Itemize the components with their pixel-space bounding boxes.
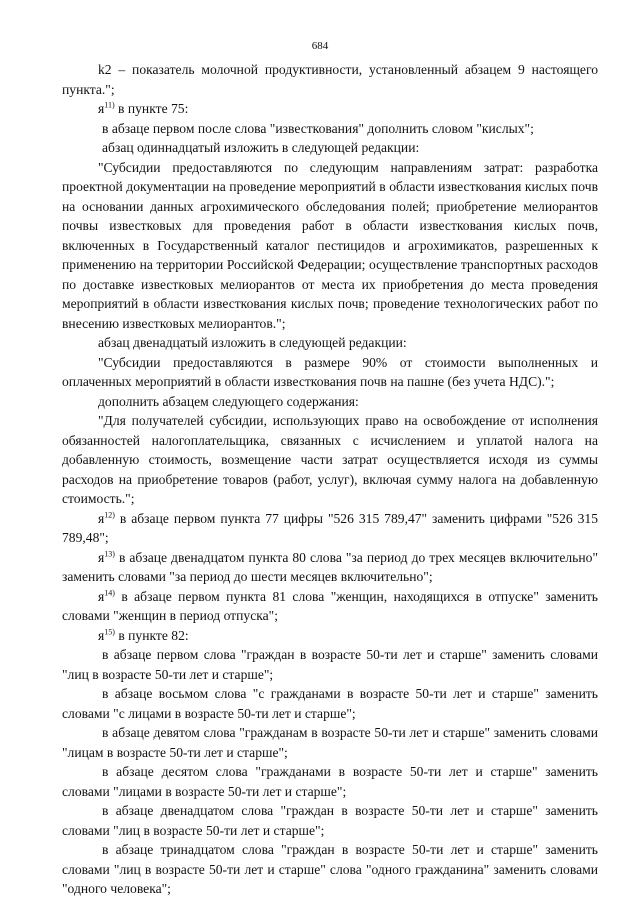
paragraph: дополнить абзацем следующего содержания: — [98, 393, 359, 409]
paragraph: "Субсидии предоставляются в размере 90% от стоимости выполненных и оплаченных мероприятий в области известкования почв на пашне (без учета НДС)."; — [62, 354, 598, 389]
paragraph: в абзаце первом после слова "известкования" дополнить словом "кислых"; — [102, 120, 534, 136]
paragraph: в абзаце восьмом слова "с гражданами в возрасте 50-ти лет и старше" заменить словами "с лицами в возрасте 50-ти лет и старше"; — [62, 686, 598, 721]
paragraph: в абзаце десятом слова "гражданами в возрасте 50-ти лет и старше" заменить словами "лицами в возрасте 50-ти лет и старше"; — [62, 764, 598, 799]
paragraph: $я^{14)}$ в абзаце первом пункта 81 слова "женщин, находящихся в отпуске" заменить словами "женщин в период отпуска"; — [62, 587, 598, 623]
paragraph: в абзаце девятом слова "гражданам в возрасте 50-ти лет и старше" заменить словами "лицам в возрасте 50-ти лет и старше"; — [62, 725, 598, 760]
paragraph: в абзаце тринадцатом слова "граждан в возрасте 50-ти лет и старше" заменить словами "лиц в возрасте 50-ти лет и старше" слова "одного гражданина" заменить словами "одного человека"; — [62, 842, 598, 896]
paragraph: k2 – показатель молочной продуктивности, установленный абзацем 9 настоящего пункта."; — [62, 62, 598, 97]
document-body — [62, 60, 598, 899]
paragraph: $я^{15)}$ в пункте 82: — [98, 626, 189, 643]
paragraph: абзац двенадцатый изложить в следующей редакции: — [98, 335, 407, 350]
paragraph: "Для получателей субсидии, использующих право на освобождение от исполнения обязанностей налогоплательщика, связанных с исчислением и уплатой налога на добавленную стоимость, возмещение части затрат осуществляется исходя из суммы расходов на приобретение товаров (работ, услуг), включая сумму налога на добавленную стоимость."; — [62, 413, 598, 506]
paragraph: $я^{12)}$ в абзаце первом пункта 77 цифры "526 315 789,47" заменить цифрами "526 315 789,48"; — [62, 509, 598, 545]
paragraph: $я^{13)}$ в абзаце двенадцатом пункта 80 слова "за период до трех месяцев включительно" заменить словами "за период до шести месяцев включительно"; — [62, 548, 598, 584]
paragraph: в абзаце первом слова "граждан в возрасте 50-ти лет и старше" заменить словами "лиц в возрасте 50-ти лет и старше"; — [62, 647, 598, 682]
paragraph: $я^{11)}$ в пункте 75: — [98, 100, 189, 116]
paragraph: абзац одиннадцатый изложить в следующей редакции: — [102, 140, 420, 155]
paragraph: в абзаце двенадцатом слова "граждан в возрасте 50-ти лет и старше" заменить словами "лиц в возрасте 50-ти лет и старше"; — [62, 803, 598, 838]
page-number: 684 — [311, 40, 329, 52]
paragraph: "Субсидии предоставляются по следующим направлениям затрат: разработка проектной документации на проведение мероприятий в области известкования кислых почв на основании данных агрохимического обследования полей; приобретение мелиорантов почвы известковых для проведения работ в области известкования кислых почв, включенных в Государственный каталог пестицидов и агрохимикатов, разрешенных к применению на территории Российской Федерации; осуществление транспортных расходов по доставке известковых мелиорантов от места их приобретения до места проведения мероприятий в области известкования кислых почв; проведение технологических работ по внесению известковых мелиорантов."; — [62, 159, 598, 331]
